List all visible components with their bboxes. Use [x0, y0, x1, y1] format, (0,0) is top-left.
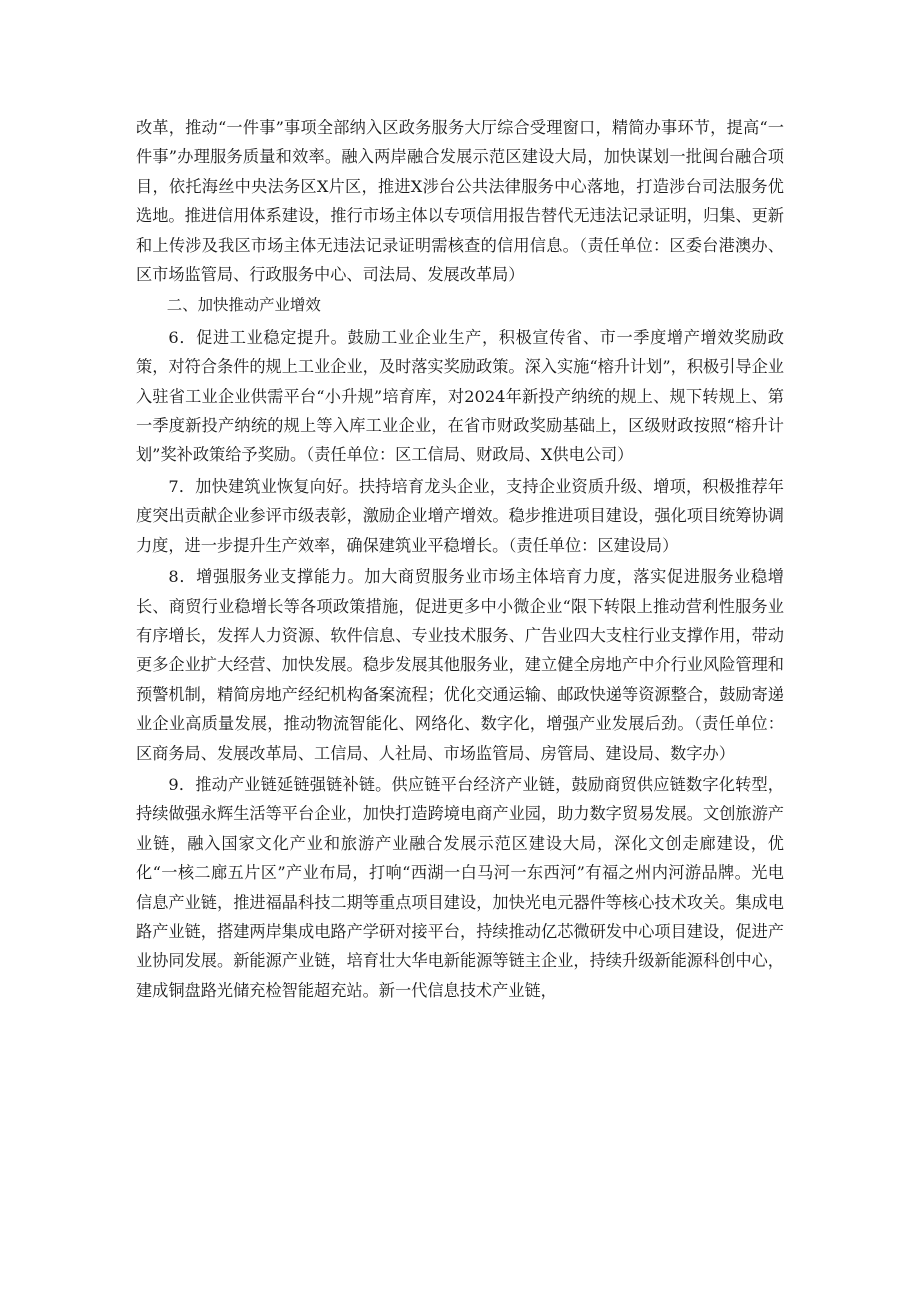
continued-paragraph: 改革，推动“一件事”事项全部纳入区政务服务大厅综合受理窗口，精简办事环节，提高“一件事”办理服务质量和效率。融入两岸融合发展示范区建设大局，加快谋划一批闽台融合项目，依托海丝中央法务区X片区，推进X涉台公共法律服务中心落地，打造涉台司法服务优选地。推进信用体系建设，推行市场主体以专项信用报告替代无违法记录证明，归集、更新和上传涉及我区市场主体无违法记录证明需核查的信用信息。（责任单位：区委台港澳办、区市场监管局、行政服务中心、司法局、发展改革局） — [136, 118, 784, 285]
item-paragraph-7: 7．加快建筑业恢复向好。扶持培育龙头企业，支持企业资质升级、增项，积极推荐年度突出贡献企业参评市级表彰，激励企业增产增效。稳步推进项目建设，强化项目统筹协调力度，进一步提升生产效率，确保建筑业平稳增长。（责任单位：区建设局） — [136, 476, 784, 555]
item-paragraph-6: 6．促进工业稳定提升。鼓励工业企业生产，积极宣传省、市一季度增产增效奖励政策，对符合条件的规上工业企业，及时落实奖励政策。深入实施“榕升计划”，积极引导企业入驻省工业企业供需平台“小升规”培育库，对2024年新投产纳统的规上、规下转规上、第一季度新投产纳统的规上等入库工业企业，在省市财政奖励基础上，区级财政按照“榕升计划”奖补政策给予奖励。（责任单位：区工信局、财政局、X供电公司） — [136, 327, 784, 465]
document-page — [136, 113, 784, 1007]
item-paragraph-9: 9．推动产业链延链强链补链。供应链平台经济产业链，鼓励商贸供应链数字化转型，持续做强永辉生活等平台企业，加快打造跨境电商产业园，助力数字贸易发展。文创旅游产业链，融入国家文化产业和旅游产业融合发展示范区建设大局，深化文创走廊建设，优化“一核二廊五片区”产业布局，打响“西湖一白马河一东西河”有福之州内河游品牌。光电信息产业链，推进福晶科技二期等重点项目建设，加快光电元器件等核心技术攻关。集成电路产业链，搭建两岸集成电路产学研对接平台，持续推动亿芯微研发中心项目建设，促进产业协同发展。新能源产业链，培育壮大华电新能源等链主企业，持续升级新能源科创中心，建成铜盘路光储充检智能超充站。新一代信息技术产业链， — [136, 774, 784, 1000]
section-heading: 二、加快推动产业增效 — [166, 296, 321, 315]
item-paragraph-8: 8．增强服务业支撑能力。加大商贸服务业市场主体培育力度，落实促进服务业稳增长、商贸行业稳增长等各项政策措施，促进更多中小微企业“限下转限上推动营利性服务业有序增长，发挥人力资源、软件信息、专业技术服务、广告业四大支柱行业支撑作用，带动更多企业扩大经营、加快发展。稳步发展其他服务业，建立健全房地产中介行业风险管理和预警机制，精简房地产经纪机构备案流程；优化交通运输、邮政快递等资源整合，鼓励寄递业企业高质量发展，推动物流智能化、网络化、数字化，增强产业发展后劲。（责任单位：区商务局、发展改革局、工信局、人社局、市场监管局、房管局、建设局、数字办） — [136, 567, 784, 763]
